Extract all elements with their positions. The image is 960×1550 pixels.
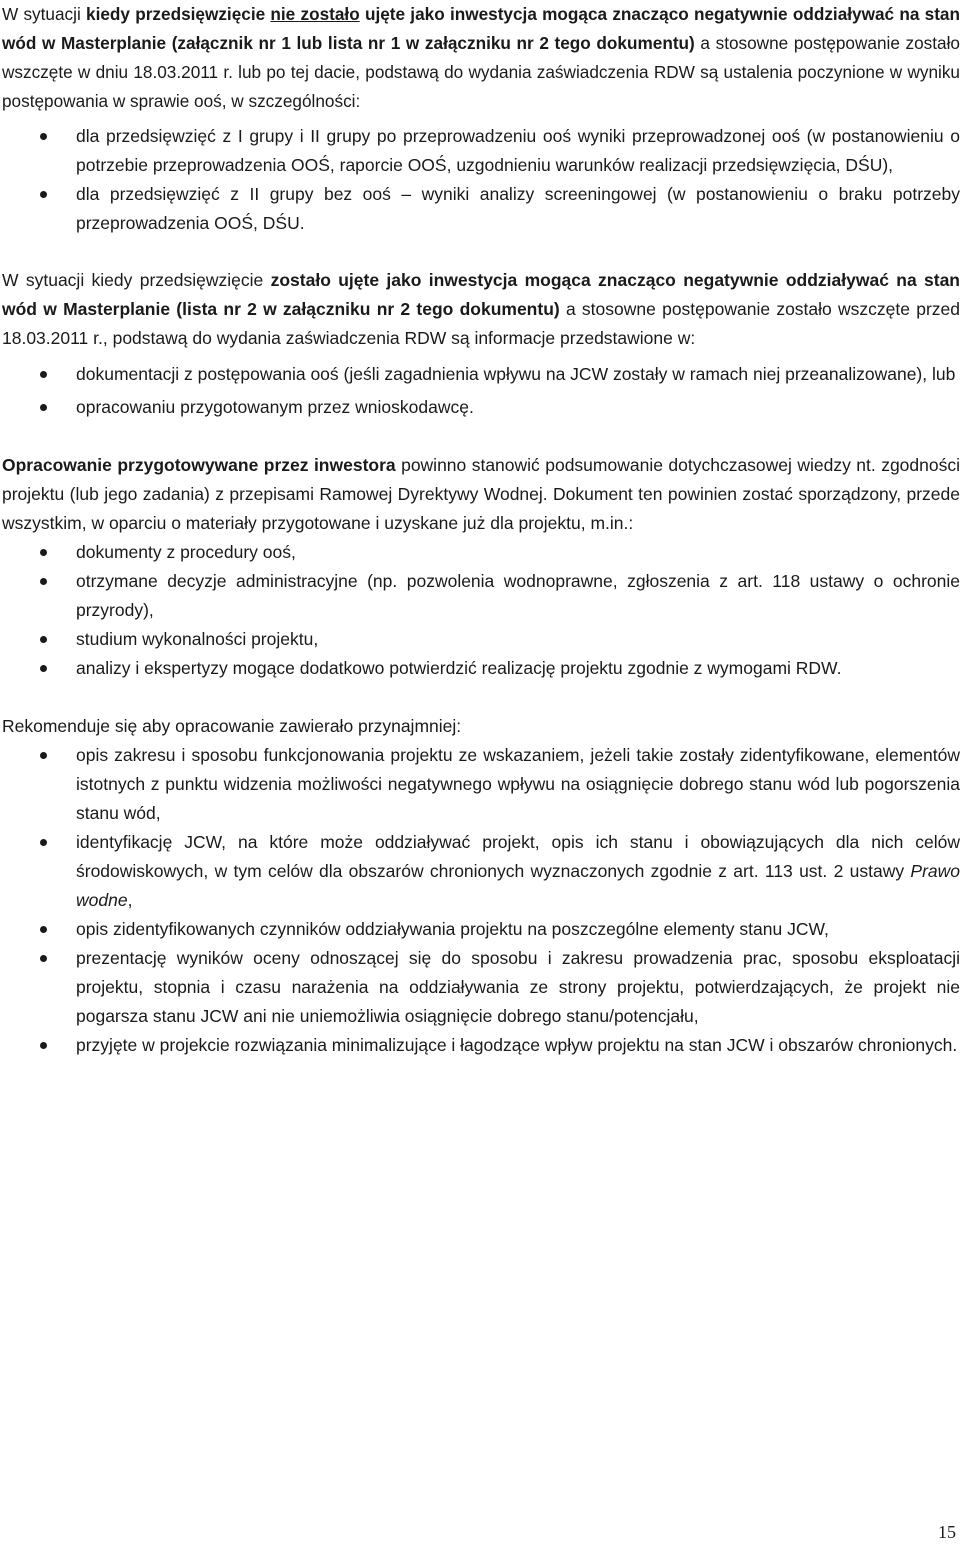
section2-bullet-list [2,360,960,422]
bullet-icon [40,839,47,846]
section4-intro: Rekomenduje się aby opracowanie zawierało przynajmniej: [2,716,462,736]
bullet-icon [40,665,47,672]
bold-run: zostało ujęte jako inwestycja mogąca znacząco negatywnie oddziaływać na stan wód w Masterplanie (lista nr 2 w załączniku nr 2 tego dokumentu) [2,270,960,319]
section2-paragraph [2,266,960,353]
list-item: studium wykonalności projektu, [2,625,960,654]
section1-paragraph [2,0,960,116]
list-item: identyfikację JCW, na które może oddziaływać projekt, opis ich stanu i obowiązujących dla nich celów środowiskowych, w tym celów dla obszarów chronionych wyznaczonych zgodnie z art. 113 ust. 2 ustawy Prawo wodne, [2,828,960,915]
bullet-icon [40,549,47,556]
list-item: opis zidentyfikowanych czynników oddziaływania projektu na poszczególne elementy stanu JCW, [2,915,960,944]
bullet-icon [40,955,47,962]
bullet-icon [40,926,47,933]
list-item: dla przedsięwzięć z I grupy i II grupy po przeprowadzeniu ooś wyniki przeprowadzonej ooś (w postanowieniu o potrzebie przeprowadzenia OOŚ, raporcie OOŚ, uzgodnieniu warunków realizacji przedsięwzięcia, DŚU), [2,122,960,180]
list-item: opracowaniu przygotowanym przez wnioskodawcę. [2,393,960,422]
text-run: a stosowne postępowanie zostało wszczęte przed 18.03.2011 r., podstawą do wydania zaświadczenia RDW są informacje przedstawione w: [2,299,960,348]
bullet-icon [40,371,47,378]
list-item: prezentację wyników oceny odnoszącej się do sposobu i zakresu prowadzenia prac, sposobu eksploatacji projektu, stopnia i czasu narażenia na oddziaływania ze strony projektu, potwierdzających, że projekt nie pogarsza stanu JCW ani nie uniemożliwia osiągnięcie dobrego stanu/potencjału, [2,944,960,1031]
list-item: otrzymane decyzje administracyjne (np. pozwolenia wodnoprawne, zgłoszenia z art. 118 ustawy o ochronie przyrody), [2,567,960,625]
underlined-bold-run: nie zostało [270,4,360,24]
bullet-icon [40,578,47,585]
bullet-icon [40,636,47,643]
spacer [2,683,960,712]
bullet-icon [40,404,47,411]
section3-paragraph [2,451,960,538]
list-item: dla przedsięwzięć z II grupy bez ooś – wyniki analizy screeningowej (w postanowieniu o braku potrzeby przeprowadzenia OOŚ, DŚU. [2,180,960,238]
bullet-icon [40,1042,47,1049]
list-item: analizy i ekspertyzy mogące dodatkowo potwierdzić realizację projektu zgodnie z wymogami RDW. [2,654,960,683]
text-run: W sytuacji [2,4,87,24]
bold-run: Opracowanie przygotowywane przez inwestora [2,455,396,475]
text-run: W sytuacji kiedy przedsięwzięcie [2,270,271,290]
bullet-icon [40,191,47,198]
bold-run: kiedy przedsięwzięcie [86,4,271,24]
list-item: opis zakresu i sposobu funkcjonowania projektu ze wskazaniem, jeżeli takie zostały zidentyfikowane, elementów istotnych z punktu widzenia możliwości negatywnego wpływu na osiągnięcie dobrego stanu wód lub pogorszenia stanu wód, [2,741,960,828]
italic-run: Prawo wodne [76,861,960,910]
section1-bullet-list [2,122,960,238]
text-run: powinno stanowić podsumowanie dotychczasowej wiedzy nt. zgodności projektu (lub jego zadania) z przepisami Ramowej Dyrektywy Wodnej. Dokument ten powinien zostać sporządzony, przede wszystkim, w oparciu o materiały przygotowane i uzyskane już dla projektu, m.in.: [2,455,960,533]
text-run: a stosowne postępowanie zostało wszczęte w dniu 18.03.2011 r. lub po tej dacie, podstawą do wydania zaświadczenia RDW są ustalenia poczynione w wyniku postępowania w sprawie ooś, w szczególności: [2,33,960,111]
bullet-icon [40,752,47,759]
list-item: dokumentacji z postępowania ooś (jeśli zagadnienia wpływu na JCW zostały w ramach niej przeanalizowane), lub [2,360,960,389]
section4-bullet-list [2,741,960,1060]
bold-run: ujęte jako inwestycja mogąca znacząco negatywnie oddziaływać na stan wód w Masterplanie (załącznik nr 1 lub lista nr 1 w załączniku nr 2 tego dokumentu) [2,4,960,53]
spacer [2,422,960,451]
list-item: przyjęte w projekcie rozwiązania minimalizujące i łagodzące wpływ projektu na stan JCW i obszarów chronionych. [2,1031,960,1060]
page-number: 15 [938,1522,956,1542]
list-item: dokumenty z procedury ooś, [2,538,960,567]
bullet-icon [40,133,47,140]
spacer [2,238,960,267]
section3-bullet-list [2,538,960,683]
